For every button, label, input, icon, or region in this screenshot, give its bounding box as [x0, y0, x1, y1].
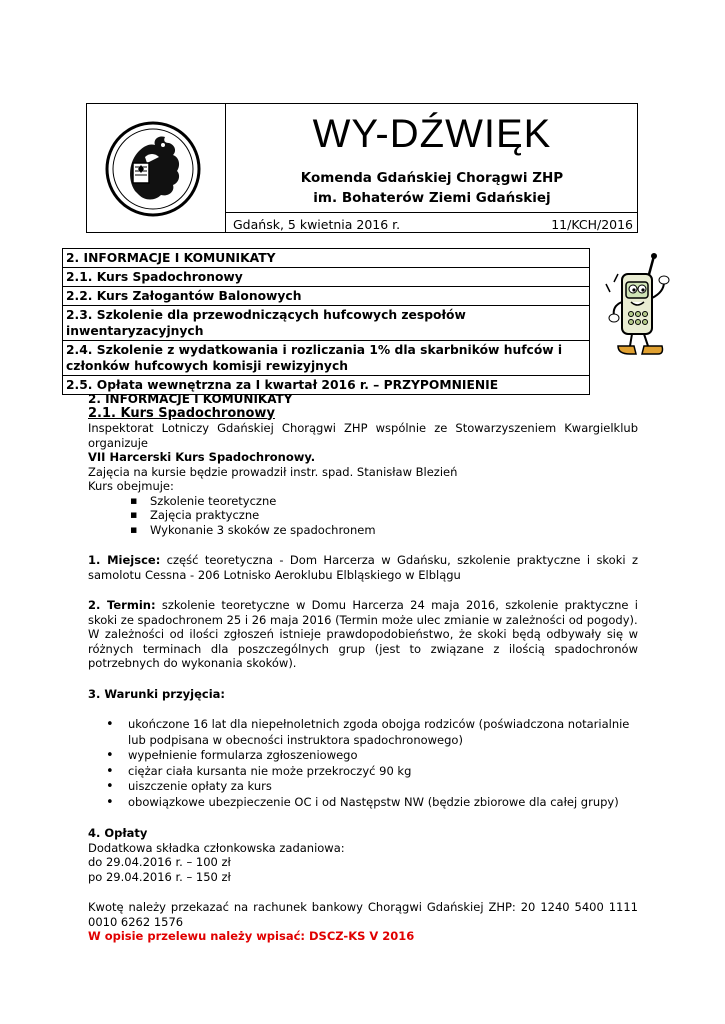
list-item: • obowiązkowe ubezpieczenie OC i od Następstw NW (będzie zbiorowe dla całej grupy): [128, 795, 638, 811]
logo-cell: [87, 104, 226, 232]
issue-date: Gdańsk, 5 kwietnia 2016 r.: [233, 217, 401, 232]
place-text: część teoretyczna - Dom Harcerza w Gdańsku, szkolenie praktyczne i skoki z samolotu Cessna - 206 Lotnisko Aeroklubu Elbląskiego w Elblągu: [88, 553, 638, 582]
header-divider: [225, 212, 637, 213]
term-label: 2. Termin:: [88, 598, 156, 612]
toc-item[interactable]: 2.2. Kurs Załogantów Balonowych: [63, 287, 590, 306]
toc-item[interactable]: 2.5. Opłata wewnętrzna za I kwartał 2016 r. – PRZYPOMNIENIE: [63, 376, 590, 395]
toc-row: [63, 249, 590, 268]
list-item: ▪ Wykonanie 3 skoków ze spadochronem: [144, 523, 638, 538]
subsection-heading: 2.1. Kurs Spadochronowy: [88, 405, 275, 421]
fee-early: do 29.04.2016 r. – 100 zł: [88, 855, 231, 869]
section-heading: 2. INFORMACJE I KOMUNIKATY: [88, 392, 293, 406]
list-item: • wypełnienie formularza zgłoszeniowego: [128, 748, 638, 764]
transfer-note: W opisie przelewu należy wpisać: DSCZ-KS V 2016: [88, 929, 415, 943]
bank-account-paragraph: Kwotę należy przekazać na rachunek bankowy Chorągwi Gdańskiej ZHP: 20 1240 5400 1111 0010 6262 1576: [88, 900, 638, 929]
place-paragraph: [88, 553, 638, 582]
fee-late: po 29.04.2016 r. – 150 zł: [88, 869, 231, 884]
instructor-line: Zajęcia na kursie będzie prowadził instr. spad. Stanisław Blezień: [88, 464, 458, 479]
course-name: VII Harcerski Kurs Spadochronowy.: [88, 450, 316, 464]
toc-row: [63, 341, 590, 376]
list-item: • ukończone 16 lat dla niepełnoletnich zgoda obojga rodziców (poświadczona notarialnie lub podpisana w obecności instruktora spadochronowego): [128, 717, 638, 748]
toc-item[interactable]: 2.4. Szkolenie z wydatkowania i rozliczania 1% dla skarbników hufców i członków hufcowych komisji rewizyjnych: [63, 341, 590, 376]
intro-paragraph: Inspektorat Lotniczy Gdańskiej Chorągwi ZHP wspólnie ze Stowarzyszeniem Kwargielklub organizuje: [88, 421, 638, 450]
griffin-emblem-icon: [105, 121, 201, 217]
organization-patron: im. Bohaterów Ziemi Gdańskiej: [313, 190, 551, 206]
term-paragraph: [88, 598, 638, 627]
term-note: W zależności od ilości zgłoszeń istnieje prawdopodobieństwo, że skoki będą odbywały się w różnych terminach dla poszczególnych grup (jest to związane z ilością spadochronów potrzebnych do wykonania skoków).: [88, 627, 638, 670]
list-item: ▪ Zajęcia praktyczne: [144, 508, 638, 523]
toc-row: [63, 287, 590, 306]
conditions-list: [88, 717, 638, 810]
table-of-contents: [62, 248, 590, 395]
issue-number: 11/KCH/2016: [551, 217, 633, 232]
toc-row: [63, 268, 590, 287]
toc-item[interactable]: 2.3. Szkolenie dla przewodniczących hufcowych zespołów inwentaryzacyjnych: [63, 306, 590, 341]
fees-intro: Dodatkowa składka członkowska zadaniowa:: [88, 840, 345, 855]
list-item: • uiszczenie opłaty za kurs: [128, 779, 638, 795]
conditions-label: 3. Warunki przyjęcia:: [88, 686, 226, 701]
toc-row: [63, 306, 590, 341]
list-item: • ciężar ciała kursanta nie może przekroczyć 90 kg: [128, 764, 638, 780]
main-content: [88, 392, 638, 944]
newsletter-title: WY-DŹWIĘK: [312, 112, 552, 156]
list-item: ▪ Szkolenie teoretyczne: [144, 494, 638, 509]
term-text: szkolenie teoretyczne w Domu Harcerza 24 maja 2016, szkolenie praktyczne i skoki ze spadochronem 25 i 26 maja 2016 (Termin może ulec zmianie w zależności od pogody).: [88, 598, 638, 627]
walkie-talkie-mascot-icon: [604, 252, 672, 360]
document-header: [86, 103, 638, 233]
organization-name: Komenda Gdańskiej Chorągwi ZHP: [300, 170, 564, 186]
covers-list: [88, 494, 638, 538]
fees-label: 4. Opłaty: [88, 826, 148, 840]
covers-label: Kurs obejmuje:: [88, 479, 174, 493]
toc-item[interactable]: 2. INFORMACJE I KOMUNIKATY: [63, 249, 590, 268]
place-label: 1. Miejsce:: [88, 553, 161, 567]
toc-item[interactable]: 2.1. Kurs Spadochronowy: [63, 268, 590, 287]
